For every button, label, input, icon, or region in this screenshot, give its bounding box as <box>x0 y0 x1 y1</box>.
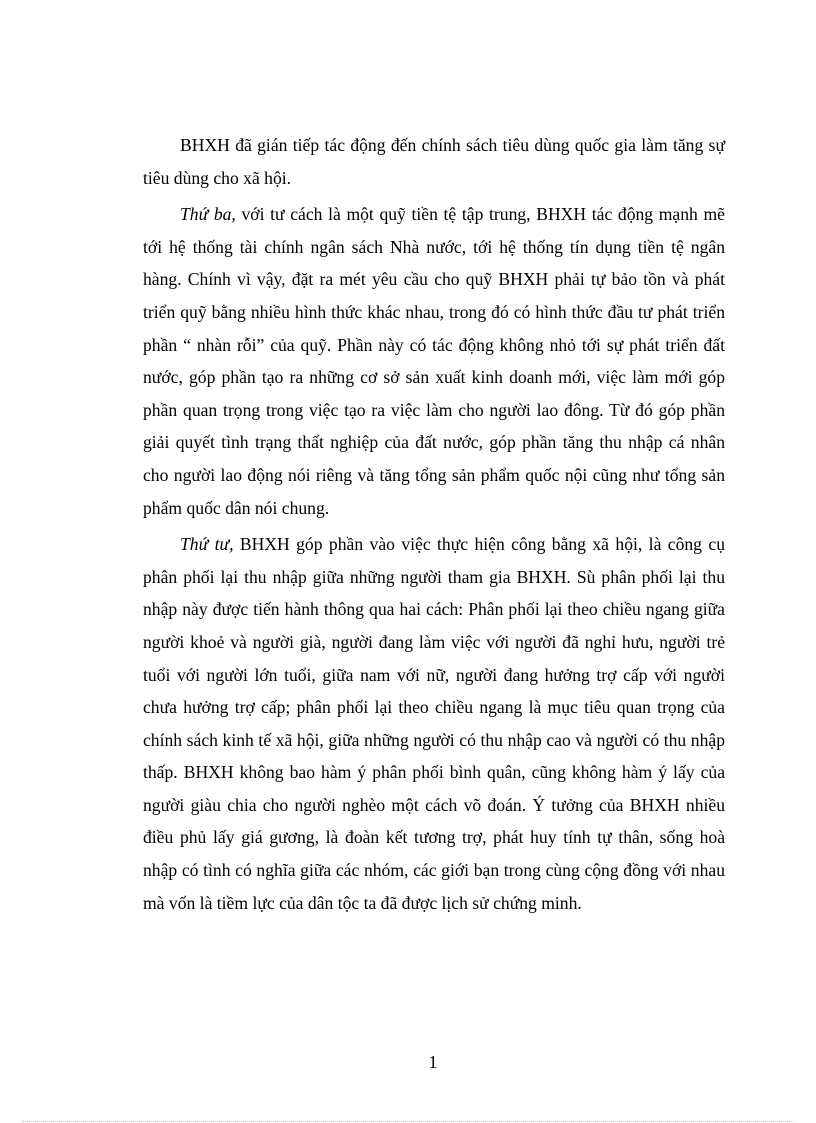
paragraph-lead: Thứ ba, <box>180 204 236 225</box>
paragraph-3 <box>143 528 725 919</box>
page-bottom-divider <box>22 1121 794 1122</box>
paragraph-2 <box>143 198 725 524</box>
paragraph-text: BHXH đã gián tiếp tác động đến chính sách tiêu dùng quốc gia làm tăng sự tiêu dùng cho xã hội. <box>143 135 725 188</box>
page-number: 1 <box>428 1052 438 1072</box>
paragraph-text: BHXH góp phần vào việc thực hiện công bằng xã hội, là công cụ phân phối lại thu nhập giữa những người tham gia BHXH. Sù phân phối lại thu nhập này được tiến hành thông qua hai cách: Phân phối lại theo chiều ngang giữa người khoẻ và người già, người đang làm việc với người đã nghỉ hưu, người trẻ tuổi với người lớn tuổi, giữa nam với nữ, người đang hưởng trợ cấp với người chưa hưởng trợ cấp; phân phối lại theo chiều ngang là mục tiêu quan trọng của chính sách kinh tế xã hội, giữa những người có thu nhập cao và người có thu nhập thấp. BHXH không bao hàm ý phân phối bình quân, cũng không hàm ý lấy của người giàu chia cho người nghèo một cách võ đoán. Ý tưởng của BHXH nhiều điều phủ lấy giá gương, là đoàn kết tương trợ, phát huy tính tự thân, sống hoà nhập có tình có nghĩa giữa các nhóm, các giới bạn trong cùng cộng đồng với nhau mà vốn là tiềm lực của dân tộc ta đã được lịch sử chứng minh. <box>143 534 725 913</box>
body-text <box>143 129 725 923</box>
paragraph-text: với tư cách là một quỹ tiền tệ tập trung, BHXH tác động mạnh mẽ tới hệ thống tài chính ngân sách Nhà nước, tới hệ thống tín dụng tiền tệ ngân hàng. Chính vì vậy, đặt ra mét yêu cầu cho quỹ BHXH phải tự bảo tồn và phát triển quỹ bằng nhiều hình thức khác nhau, trong đó có hình thức đầu tư phát triển phần “ nhàn rỗi” của quỹ. Phần này có tác động không nhỏ tới sự phát triển đất nước, góp phần tạo ra những cơ sở sản xuất kinh doanh mới, việc làm mới góp phần quan trọng trong việc tạo ra việc làm cho người lao đông. Từ đó góp phần giải quyết tình trạng thất nghiệp của đất nước, góp phần tăng thu nhập cá nhân cho người lao động nói riêng và tăng tổng sản phẩm quốc nội cũng như tổng sản phẩm quốc dân nói chung. <box>143 204 725 518</box>
paragraph-1 <box>143 129 725 194</box>
paragraph-lead: Thứ tư, <box>180 534 234 555</box>
